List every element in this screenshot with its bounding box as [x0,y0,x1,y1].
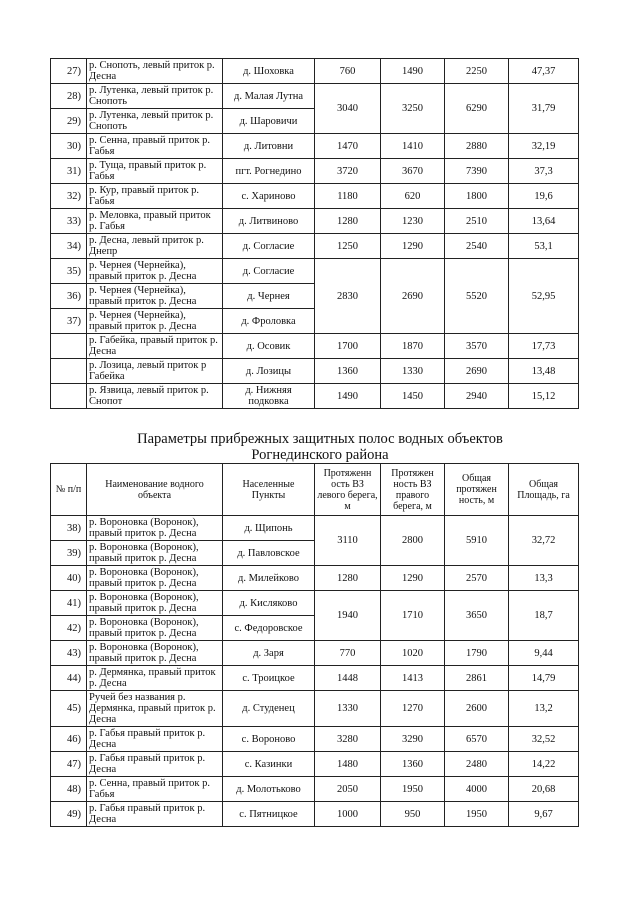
table-row [51,641,579,666]
table-row [51,59,579,84]
water-body-name: р. Снопоть, левый приток р. Десна [87,59,223,84]
row-number: 42) [51,616,87,641]
settlement: д. Нижняя подковка [223,384,315,409]
row-number: 49) [51,802,87,827]
total-length: 5520 [445,259,509,334]
right-bank-length: 1360 [381,752,445,777]
total-area: 20,68 [509,777,579,802]
row-number: 38) [51,516,87,541]
row-number: 43) [51,641,87,666]
header-left-bank: Протяженн ость ВЗ левого берега, м [315,464,381,516]
total-area: 13,2 [509,691,579,727]
row-number: 32) [51,184,87,209]
settlement: с. Вороново [223,727,315,752]
total-area: 14,79 [509,666,579,691]
total-area: 52,95 [509,259,579,334]
row-number: 46) [51,727,87,752]
row-number: 27) [51,59,87,84]
water-body-name: р. Меловка, правый приток р. Габья [87,209,223,234]
table-row [51,516,579,541]
total-length: 2510 [445,209,509,234]
table-row [51,359,579,384]
table-row [51,84,579,109]
row-number: 41) [51,591,87,616]
settlement: д. Чернея [223,284,315,309]
total-area: 9,44 [509,641,579,666]
settlement: д. Литвиново [223,209,315,234]
row-number: 31) [51,159,87,184]
total-length: 2250 [445,59,509,84]
right-bank-length: 1710 [381,591,445,641]
water-body-name: р. Чернея (Чернейка), правый приток р. Десна [87,259,223,284]
total-area: 15,12 [509,384,579,409]
right-bank-length: 1413 [381,666,445,691]
settlement: д. Кисляково [223,591,315,616]
row-number: 45) [51,691,87,727]
table-row [51,334,579,359]
water-body-name: р. Вороновка (Воронок), правый приток р. Десна [87,541,223,566]
right-bank-length: 950 [381,802,445,827]
settlement: д. Шаровичи [223,109,315,134]
total-area: 32,19 [509,134,579,159]
table-row [51,777,579,802]
total-area: 17,73 [509,334,579,359]
total-length: 1790 [445,641,509,666]
left-bank-length: 1280 [315,209,381,234]
water-body-name: р. Чернея (Чернейка), правый приток р. Десна [87,284,223,309]
water-body-name: Ручей без названия р. Дермянка, правый приток р. Десна [87,691,223,727]
right-bank-length: 1270 [381,691,445,727]
header-total-area: Общая Площадь, га [509,464,579,516]
settlement: д. Павловское [223,541,315,566]
table-row [51,727,579,752]
right-bank-length: 1950 [381,777,445,802]
water-body-name: р. Габейка, правый приток р. Десна [87,334,223,359]
water-body-name: р. Лозица, левый приток р Габейка [87,359,223,384]
table-row [51,209,579,234]
left-bank-length: 3280 [315,727,381,752]
water-body-name: р. Лутенка, левый приток р. Снопоть [87,109,223,134]
right-bank-length: 2800 [381,516,445,566]
right-bank-length: 2690 [381,259,445,334]
settlement: д. Осовик [223,334,315,359]
right-bank-length: 1490 [381,59,445,84]
left-bank-length: 2050 [315,777,381,802]
left-bank-length: 3110 [315,516,381,566]
total-length: 2570 [445,566,509,591]
settlement: д. Молотьково [223,777,315,802]
left-bank-length: 1180 [315,184,381,209]
right-bank-length: 3670 [381,159,445,184]
left-bank-length: 1448 [315,666,381,691]
settlement: д. Щипонь [223,516,315,541]
total-area: 32,52 [509,727,579,752]
row-number: 29) [51,109,87,134]
total-area: 37,3 [509,159,579,184]
left-bank-length: 1480 [315,752,381,777]
settlement: с. Пятницкое [223,802,315,827]
table-row [51,691,579,727]
left-bank-length: 3040 [315,84,381,134]
water-body-name: р. Чернея (Чернейка), правый приток р. Десна [87,309,223,334]
left-bank-length: 1330 [315,691,381,727]
total-length: 4000 [445,777,509,802]
right-bank-length: 1450 [381,384,445,409]
total-length: 2480 [445,752,509,777]
table-row [51,566,579,591]
total-area: 14,22 [509,752,579,777]
total-length: 2880 [445,134,509,159]
total-length: 2940 [445,384,509,409]
left-bank-length: 1490 [315,384,381,409]
right-bank-length: 1230 [381,209,445,234]
total-area: 13,48 [509,359,579,384]
section-title-line-2: Рогнединского района [251,447,389,463]
table-header-row [51,464,579,516]
settlement: д. Студенец [223,691,315,727]
right-bank-length: 620 [381,184,445,209]
row-number: 28) [51,84,87,109]
section-title [0,431,640,463]
settlement: д. Заря [223,641,315,666]
table-row [51,384,579,409]
total-area: 32,72 [509,516,579,566]
rognedino-water-bodies-table [50,463,579,827]
right-bank-length: 1290 [381,234,445,259]
settlement: с. Хариново [223,184,315,209]
settlement: с. Федоровское [223,616,315,641]
total-area: 31,79 [509,84,579,134]
left-bank-length: 1280 [315,566,381,591]
row-number: 34) [51,234,87,259]
total-area: 19,6 [509,184,579,209]
row-number: 35) [51,259,87,284]
total-area: 18,7 [509,591,579,641]
water-body-name: р. Габья правый приток р. Десна [87,802,223,827]
water-body-name: р. Вороновка (Воронок), правый приток р. Десна [87,616,223,641]
total-length: 2690 [445,359,509,384]
water-body-name: р. Сенна, правый приток р. Габья [87,134,223,159]
table-row [51,259,579,284]
left-bank-length: 3720 [315,159,381,184]
total-length: 2861 [445,666,509,691]
row-number: 33) [51,209,87,234]
row-number: 44) [51,666,87,691]
table-row [51,184,579,209]
row-number: 40) [51,566,87,591]
water-body-name: р. Сенна, правый приток р. Габья [87,777,223,802]
settlement: д. Шоховка [223,59,315,84]
water-body-name: р. Вороновка (Воронок), правый приток р. Десна [87,641,223,666]
water-bodies-table-continued [50,58,579,409]
row-number: 48) [51,777,87,802]
water-body-name: р. Вороновка (Воронок), правый приток р. Десна [87,566,223,591]
left-bank-length: 1470 [315,134,381,159]
left-bank-length: 1000 [315,802,381,827]
left-bank-length: 1250 [315,234,381,259]
right-bank-length: 3250 [381,84,445,134]
total-length: 3650 [445,591,509,641]
table-row [51,666,579,691]
settlement: с. Казинки [223,752,315,777]
left-bank-length: 1700 [315,334,381,359]
total-length: 6290 [445,84,509,134]
right-bank-length: 1330 [381,359,445,384]
row-number [51,334,87,359]
header-num: № п/п [51,464,87,516]
water-body-name: р. Туща, правый приток р. Габья [87,159,223,184]
row-number [51,384,87,409]
right-bank-length: 1020 [381,641,445,666]
water-body-name: р. Вороновка (Воронок), правый приток р. Десна [87,591,223,616]
water-body-name: р. Язвица, левый приток р. Снопот [87,384,223,409]
table-row [51,591,579,616]
water-body-name: р. Габья правый приток р. Десна [87,727,223,752]
right-bank-length: 1290 [381,566,445,591]
total-area: 53,1 [509,234,579,259]
settlement: д. Фроловка [223,309,315,334]
left-bank-length: 760 [315,59,381,84]
right-bank-length: 3290 [381,727,445,752]
total-length: 1950 [445,802,509,827]
total-length: 3570 [445,334,509,359]
settlement: д. Согласие [223,259,315,284]
total-length: 6570 [445,727,509,752]
water-body-name: р. Лутенка, левый приток р. Снопоть [87,84,223,109]
section-title-line-1: Параметры прибрежных защитных полос водных объектов [137,431,503,447]
total-length: 5910 [445,516,509,566]
water-body-name: р. Кур, правый приток р. Габья [87,184,223,209]
row-number: 47) [51,752,87,777]
row-number: 36) [51,284,87,309]
header-name: Наименование водного объекта [87,464,223,516]
left-bank-length: 2830 [315,259,381,334]
water-body-name: р. Вороновка (Воронок), правый приток р. Десна [87,516,223,541]
settlement: д. Милейково [223,566,315,591]
header-total-length: Общая протяжен ность, м [445,464,509,516]
total-length: 1800 [445,184,509,209]
water-body-name: р. Десна, левый приток р. Днепр [87,234,223,259]
water-body-name: р. Габья правый приток р. Десна [87,752,223,777]
row-number: 37) [51,309,87,334]
total-area: 13,3 [509,566,579,591]
settlement: д. Литовни [223,134,315,159]
left-bank-length: 770 [315,641,381,666]
water-body-name: р. Дермянка, правый приток р. Десна [87,666,223,691]
settlement: д. Согласие [223,234,315,259]
header-right-bank: Протяжен ность ВЗ правого берега, м [381,464,445,516]
right-bank-length: 1410 [381,134,445,159]
header-settlement: Населенные Пункты [223,464,315,516]
table-row [51,802,579,827]
settlement: д. Малая Лутна [223,84,315,109]
total-length: 7390 [445,159,509,184]
row-number: 39) [51,541,87,566]
table-row [51,134,579,159]
total-area: 9,67 [509,802,579,827]
total-length: 2540 [445,234,509,259]
left-bank-length: 1940 [315,591,381,641]
left-bank-length: 1360 [315,359,381,384]
total-area: 47,37 [509,59,579,84]
row-number [51,359,87,384]
settlement: пгт. Рогнедино [223,159,315,184]
table-row [51,752,579,777]
settlement: д. Лозицы [223,359,315,384]
table-row [51,234,579,259]
right-bank-length: 1870 [381,334,445,359]
settlement: с. Троицкое [223,666,315,691]
row-number: 30) [51,134,87,159]
total-length: 2600 [445,691,509,727]
total-area: 13,64 [509,209,579,234]
table-row [51,159,579,184]
